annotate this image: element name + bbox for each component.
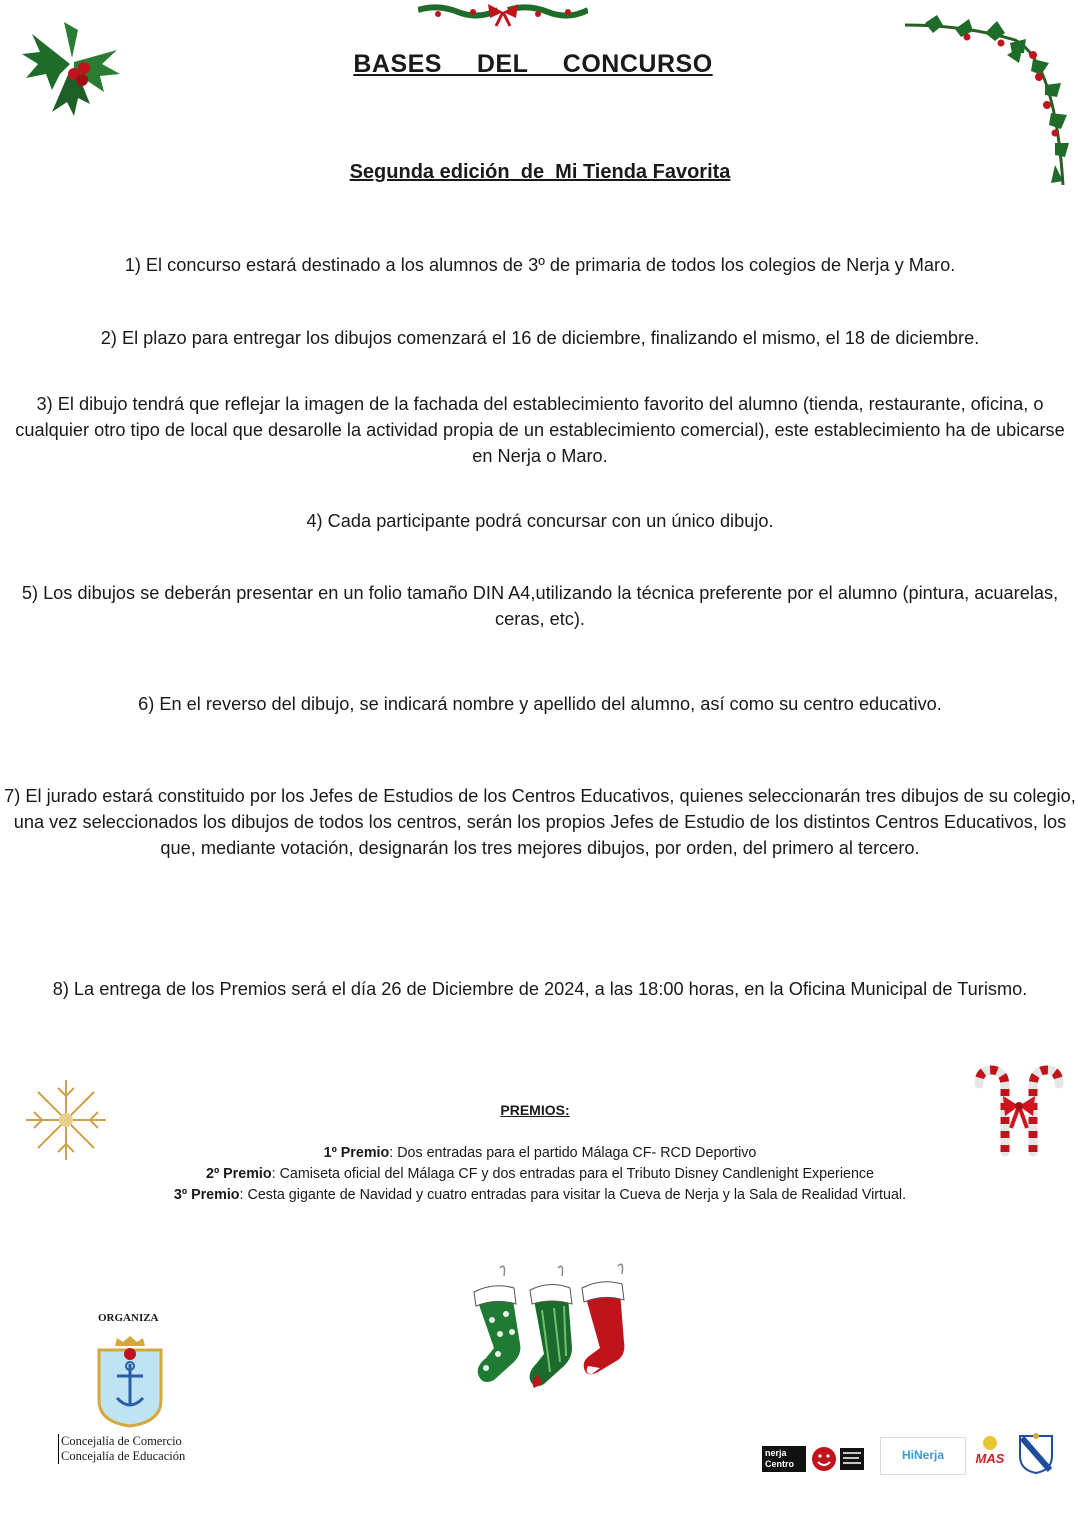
sponsor-logo-hi-nerja xyxy=(880,1437,966,1475)
prize-1-label: 1º Premio xyxy=(323,1145,390,1161)
sponsor-logo-el-centro-te-sonrie xyxy=(810,1444,866,1474)
rule-1: 1) El concurso estará destinado a los alumnos de 3º de primaria de todos los colegios de Nerja y Maro. xyxy=(124,255,956,275)
sponsor-logo-nerja-centro xyxy=(762,1446,806,1472)
prize-3-text: : Cesta gigante de Navidad y cuatro entradas para visitar la Cueva de Nerja y la Sala de Realidad Virtual. xyxy=(239,1187,907,1203)
prize-1 xyxy=(0,1143,1080,1164)
mas-text: MAS xyxy=(975,1451,1005,1466)
nerja-coat-of-arms-icon xyxy=(95,1336,165,1428)
document-title: BASES DEL CONCURSO xyxy=(353,50,713,78)
hi-nerja-text: HiNerja xyxy=(901,1448,945,1462)
prizes-heading: PREMIOS: xyxy=(500,1102,570,1118)
rule-6: 6) En el reverso del dibujo, se indicará nombre y apellido del alumno, así como su centro educativo. xyxy=(138,694,942,714)
rule-3: 3) El dibujo tendrá que reflejar la imagen de la fachada del establecimiento favorito del alumno (tienda, restaurante, oficina, o cualquier otro tipo de local que desarolle la actividad propia de un establecimiento comercial), este establecimiento ha de ubicarse en Nerja o Maro. xyxy=(15,394,1065,466)
prize-2-text: : Camiseta oficial del Málaga CF y dos entradas para el Tributo Disney Candlenight Experience xyxy=(271,1166,874,1182)
stockings-icon xyxy=(468,1262,638,1394)
rule-5: 5) Los dibujos se deberán presentar en un folio tamaño DIN A4,utilizando la técnica preferente por el alumno (pintura, acuarelas, ceras, etc). xyxy=(21,583,1059,629)
holly-garland-top-icon xyxy=(418,0,588,28)
sponsor-logo-malaga-shield xyxy=(1018,1432,1054,1474)
prize-1-text: : Dos entradas para el partido Málaga CF- RCD Deportivo xyxy=(389,1145,757,1161)
organiza-label: ORGANIZA xyxy=(98,1312,159,1324)
mas-emblem-icon xyxy=(983,1436,997,1450)
prize-3 xyxy=(0,1185,1080,1206)
department-commerce: Concejalía de Comercio xyxy=(58,1434,182,1449)
prize-3-label: 3º Premio xyxy=(173,1187,240,1203)
nerja-centro-text: nerja Centro xyxy=(765,1448,794,1469)
document-subtitle: Segunda edición de Mi Tienda Favorita xyxy=(349,161,731,183)
sponsor-logo-mas xyxy=(972,1436,1008,1472)
rule-7: 7) El jurado estará constituido por los Jefes de Estudios de los Centros Educativos, quienes seleccionarán tres dibujos de su colegio, una vez seleccionados los dibujos de todos los centros, serán los propios Jefes de Estudio de los distintos Centros Educativos, los que, mediante votación, designarán los tres mejores dibujos, por orden, del primero al tercero. xyxy=(4,786,1076,858)
rule-8: 8) La entrega de los Premios será el día 26 de Diciembre de 2024, a las 18:00 horas, en la Oficina Municipal de Turismo. xyxy=(52,979,1028,999)
rule-2: 2) El plazo para entregar los dibujos comenzará el 16 de diciembre, finalizando el mismo, el 18 de diciembre. xyxy=(100,328,980,348)
prize-2 xyxy=(0,1164,1080,1185)
rule-4: 4) Cada participante podrá concursar con un único dibujo. xyxy=(306,511,774,531)
department-education: Concejalía de Educación xyxy=(58,1449,185,1464)
prize-2-label: 2º Premio xyxy=(206,1166,272,1182)
